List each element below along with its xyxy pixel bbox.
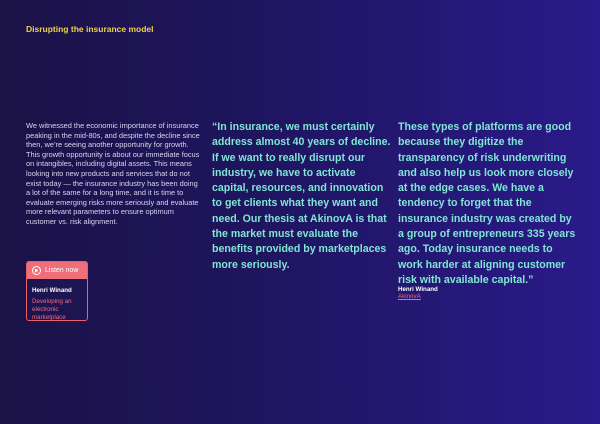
quote-column-2: These types of platforms are good because they digitize the transparency of risk underwriting and also help us look more closely at the edge cases. We have a tendency to forget that the insurance industry was created by a group of entrepreneurs 335 years ago. Today insurance needs to work harder at aligning customer risk with available capital.” bbox=[398, 121, 576, 286]
body-paragraph: We witnessed the economic importance of insurance peaking in the mid-80s, and despite the decline since then, we’re seeing another opportunity for growth. This growth opportunity is about our immediate focus on intangibles, including digital assets. This means looking into new products and services that do not exist today — the insurance industry has been doing a lot of the same for a long time, and it is time to evaluate emerging risks more seriously and evaluate more relevant parameters to ensure optimum customer vs. risk alignment. bbox=[26, 121, 200, 226]
play-icon bbox=[32, 266, 41, 275]
audio-card bbox=[26, 261, 88, 321]
quote-author: Henri Winand bbox=[398, 286, 438, 293]
quote-column-1: “In insurance, we must certainly address almost 40 years of decline. If we want to really disrupt our industry, we have to activate capital, resources, and innovation to get clients what they want and need. Our thesis at AkinovA is that the market must evaluate the benefits provided by marketplaces more seriously. bbox=[212, 121, 391, 271]
listen-now-label: Listen now bbox=[45, 267, 79, 274]
speaker-name: Henri Winand bbox=[32, 287, 72, 294]
section-title: Disrupting the insurance model bbox=[26, 24, 154, 34]
speaker-topic: Developing an electronic marketplace bbox=[32, 298, 72, 321]
listen-now-button[interactable] bbox=[27, 262, 87, 279]
quote-organization-link[interactable]: AkinovA bbox=[398, 293, 421, 300]
